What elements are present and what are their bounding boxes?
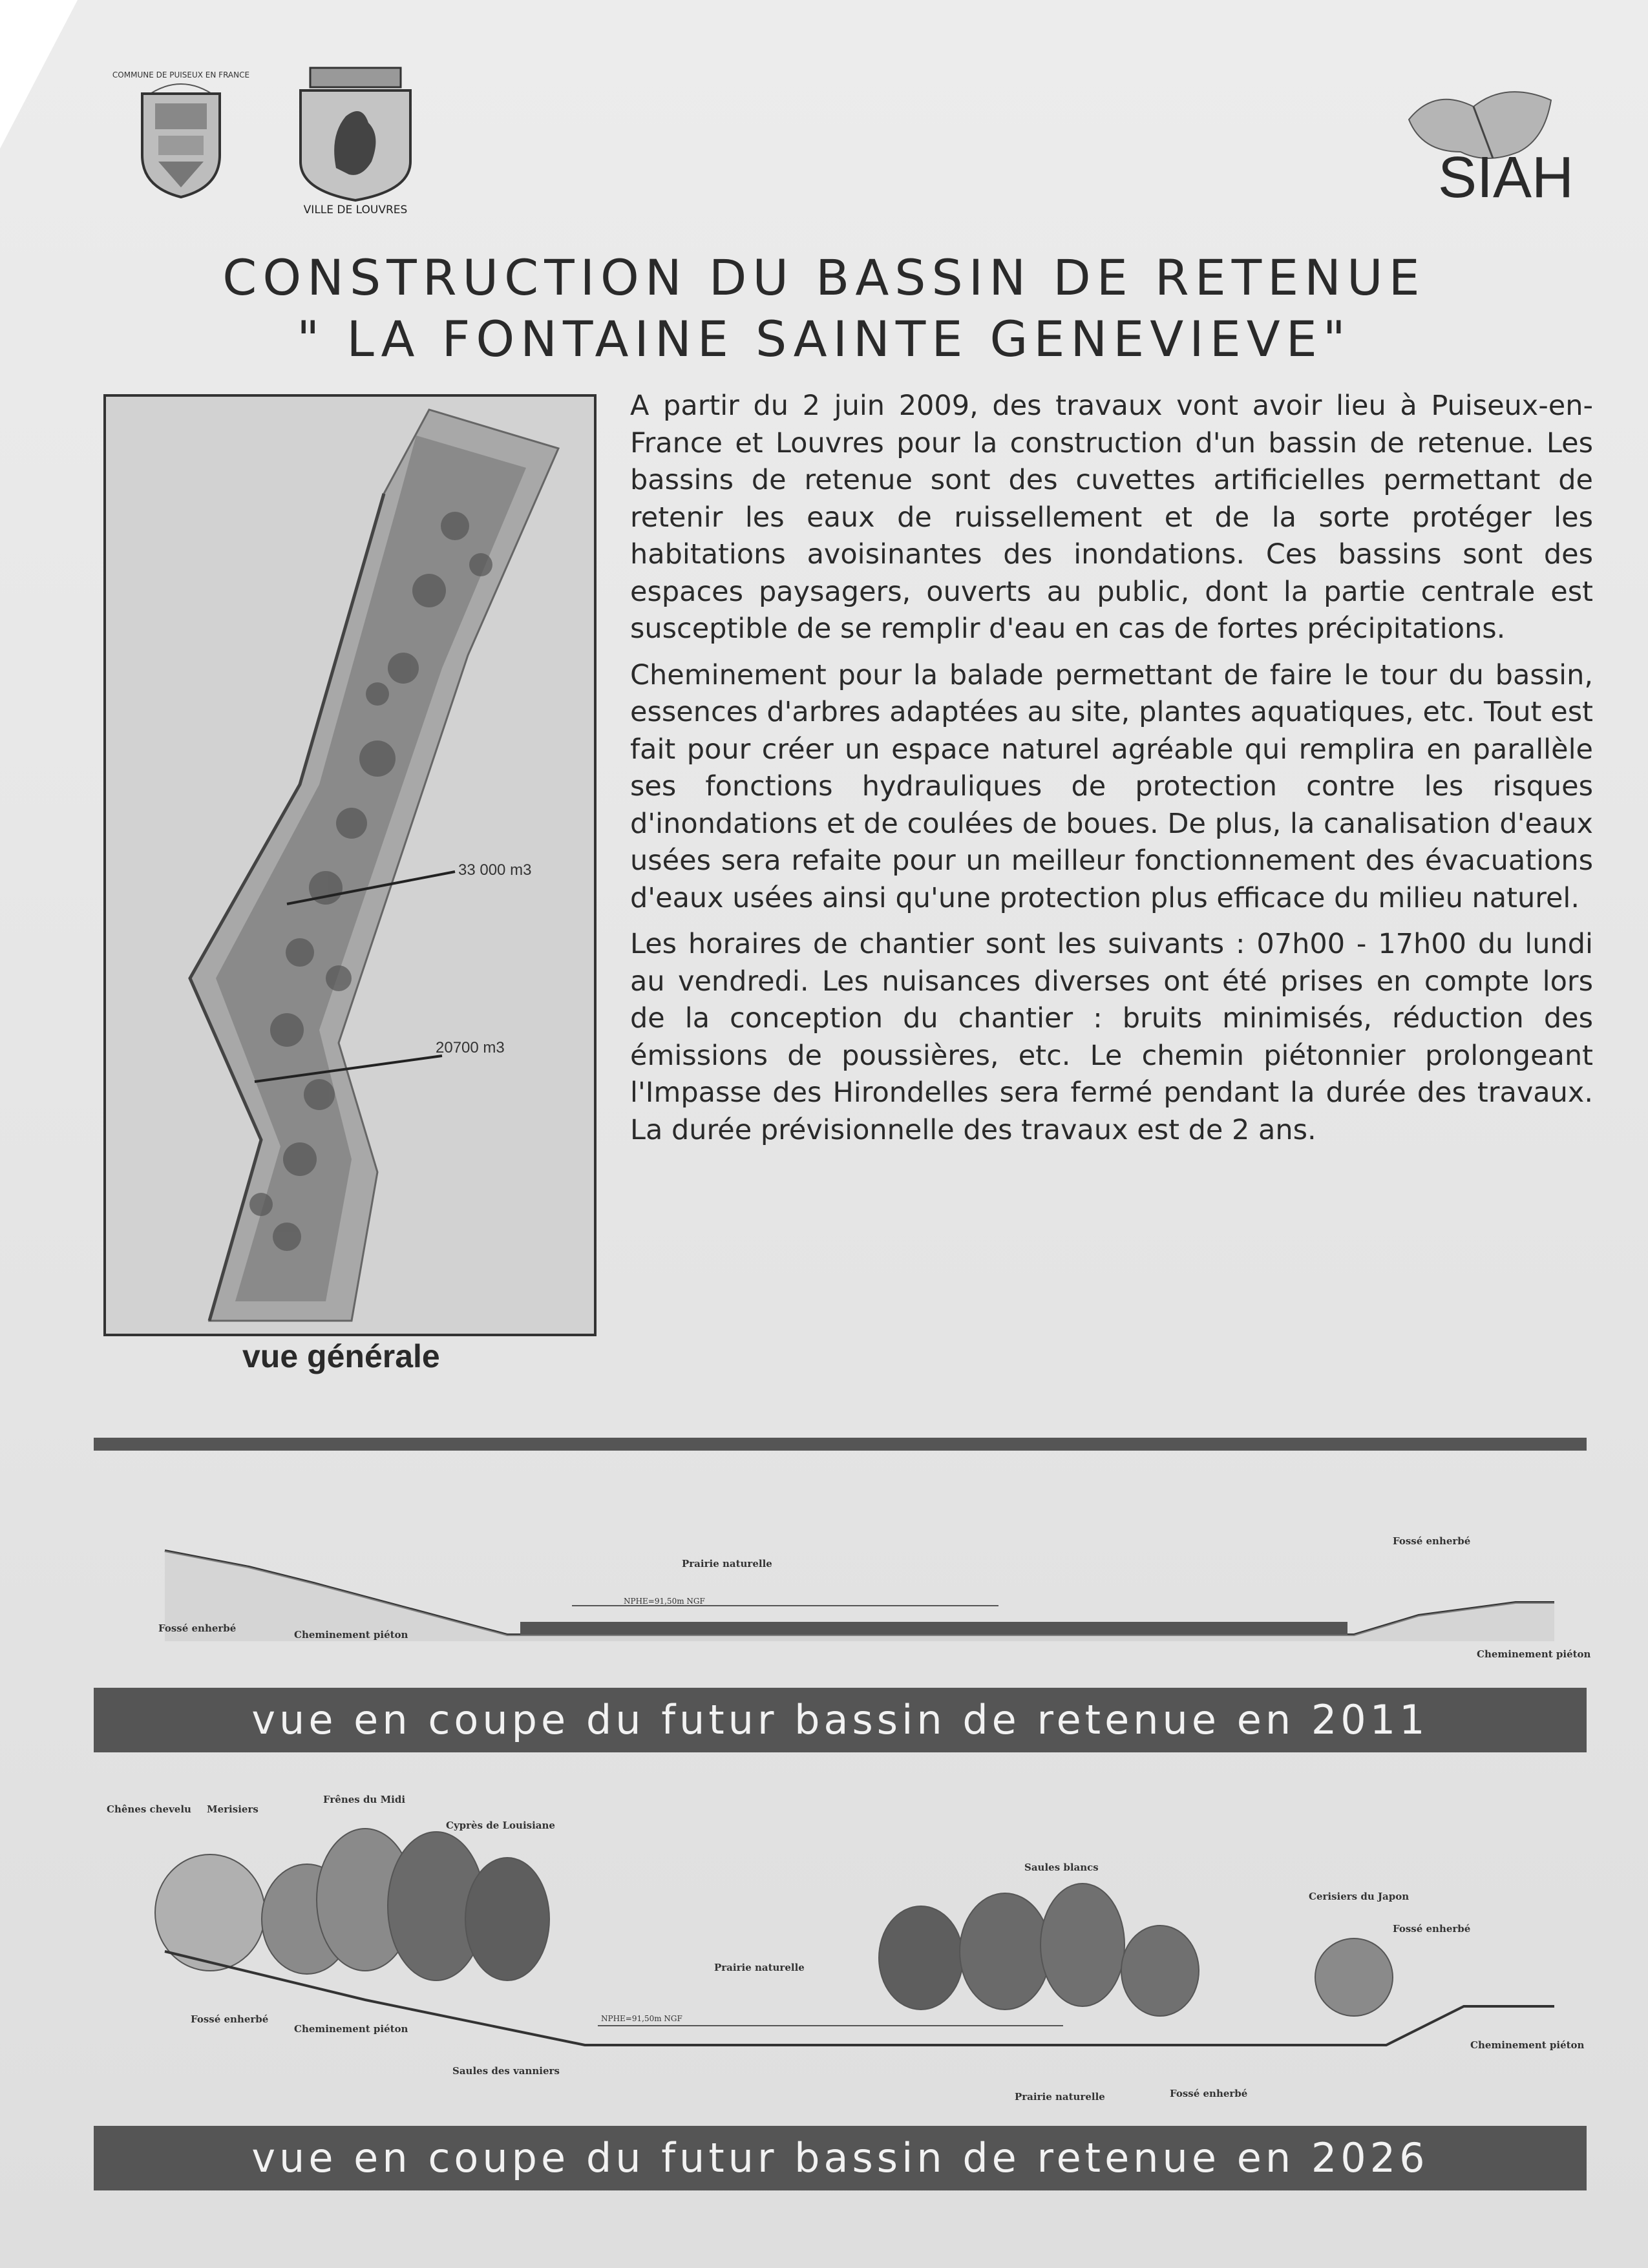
label-2011-fosse-right: Fossé enherbé [1393,1535,1471,1547]
section-2011-band: vue en coupe du futur bassin de retenue en 2011 [94,1688,1587,1752]
label-2011-prairie: Prairie naturelle [682,1558,772,1570]
label-2011-cheminement-right: Cheminement piéton [1477,1648,1591,1660]
puiseux-coat-of-arms-logo [112,58,250,207]
paragraph-1: A partir du 2 juin 2009, des travaux vont avoir lieu à Puiseux-en-France et Louvres pour la construction d'un bassin de retenue. Les bassins de retenue sont des cuvettes artificielles permettant de retenir les eaux de ruissellement et de la sorte protéger les habitations avoisinantes des inondations. Ces bassins sont des espaces paysagers, ouverts au public, dont la partie centrale est susceptible de se remplir d'eau en cas de fortes précipitations. [630,390,1593,645]
siah-logo [1396,81,1574,210]
label-2011-fosse-left: Fossé enherbé [158,1622,237,1634]
basin-volume-label-2: 20700 m3 [436,1039,505,1056]
label-2026-nphe: NPHE=91,50m NGF [601,2014,682,2023]
siah-logo-text: SIAH [1437,145,1574,210]
paragraph-2: Cheminement pour la balade permettant de faire le tour du bassin, essences d'arbres adaptées au site, plantes aquatiques, etc. Tout est fait pour créer un espace naturel agréable qui remplira en parallèle ses fonctions hydrauliques de protection contre les risques d'inondations et de coulées de boues. De plus, la canalisation d'eaux usées sera refaite pour un meilleur fonctionnement des évacuations d'eaux usées ainsi qu'une protection plus efficace du milieu naturel. [630,658,1593,914]
section-2026-band: vue en coupe du futur bassin de retenue en 2026 [94,2126,1587,2190]
page-title-line-1: CONSTRUCTION DU BASSIN DE RETENUE [222,249,1426,306]
puiseux-logo-text: COMMUNE DE PUISEUX EN FRANCE [112,70,250,79]
label-2026-chenes: Chênes chevelu [107,1803,191,1815]
label-2026-saules-vanniers: Saules des vanniers [452,2065,560,2077]
label-2011-nphe: NPHE=91,50m NGF [624,1597,705,1606]
louvres-logo-text: VILLE DE LOUVRES [303,204,408,216]
label-2026-fosse-left: Fossé enherbé [191,2013,269,2025]
label-2026-cheminement-left: Cheminement piéton [294,2023,408,2035]
label-2026-cheminement-right: Cheminement piéton [1470,2039,1585,2051]
section-divider [94,1438,1587,1451]
label-2026-prairie-top: Prairie naturelle [714,1962,805,1973]
label-2026-fosse-bottom: Fossé enherbé [1170,2088,1248,2099]
basin-volume-label-1: 33 000 m3 [458,861,532,879]
label-2026-cypres: Cyprès de Louisiane [446,1820,555,1831]
label-2026-saules-blancs: Saules blancs [1024,1862,1099,1873]
map-caption: vue générale [242,1338,440,1374]
louvres-coat-of-arms-logo [291,65,420,216]
label-2026-cerisiers: Cerisiers du Japon [1309,1891,1410,1902]
cross-section-2026 [94,1783,1587,2106]
cross-section-2011 [94,1512,1591,1693]
folded-corner [0,0,78,149]
description-text [630,388,1593,1158]
page-title-line-2: " LA FONTAINE SAINTE GENEVIEVE" [297,310,1351,368]
general-view-map [103,394,597,1336]
label-2011-cheminement-left: Cheminement piéton [294,1629,408,1641]
label-2026-fosse-right: Fossé enherbé [1393,1923,1471,1935]
label-2026-prairie-bottom: Prairie naturelle [1015,2091,1105,2103]
paragraph-3: Les horaires de chantier sont les suivants : 07h00 - 17h00 du lundi au vendredi. Les nuisances diverses ont été prises en compte lors de la conception du chantier : bruits minimisés, réduction des émissions de poussières, etc. Le chemin piétonnier prolongeant l'Impasse des Hirondelles sera fermé pendant la durée des travaux. La durée prévisionnelle des travaux est de 2 ans. [630,928,1593,1146]
label-2026-merisiers: Merisiers [207,1803,259,1815]
label-2026-frenes: Frênes du Midi [323,1794,406,1805]
